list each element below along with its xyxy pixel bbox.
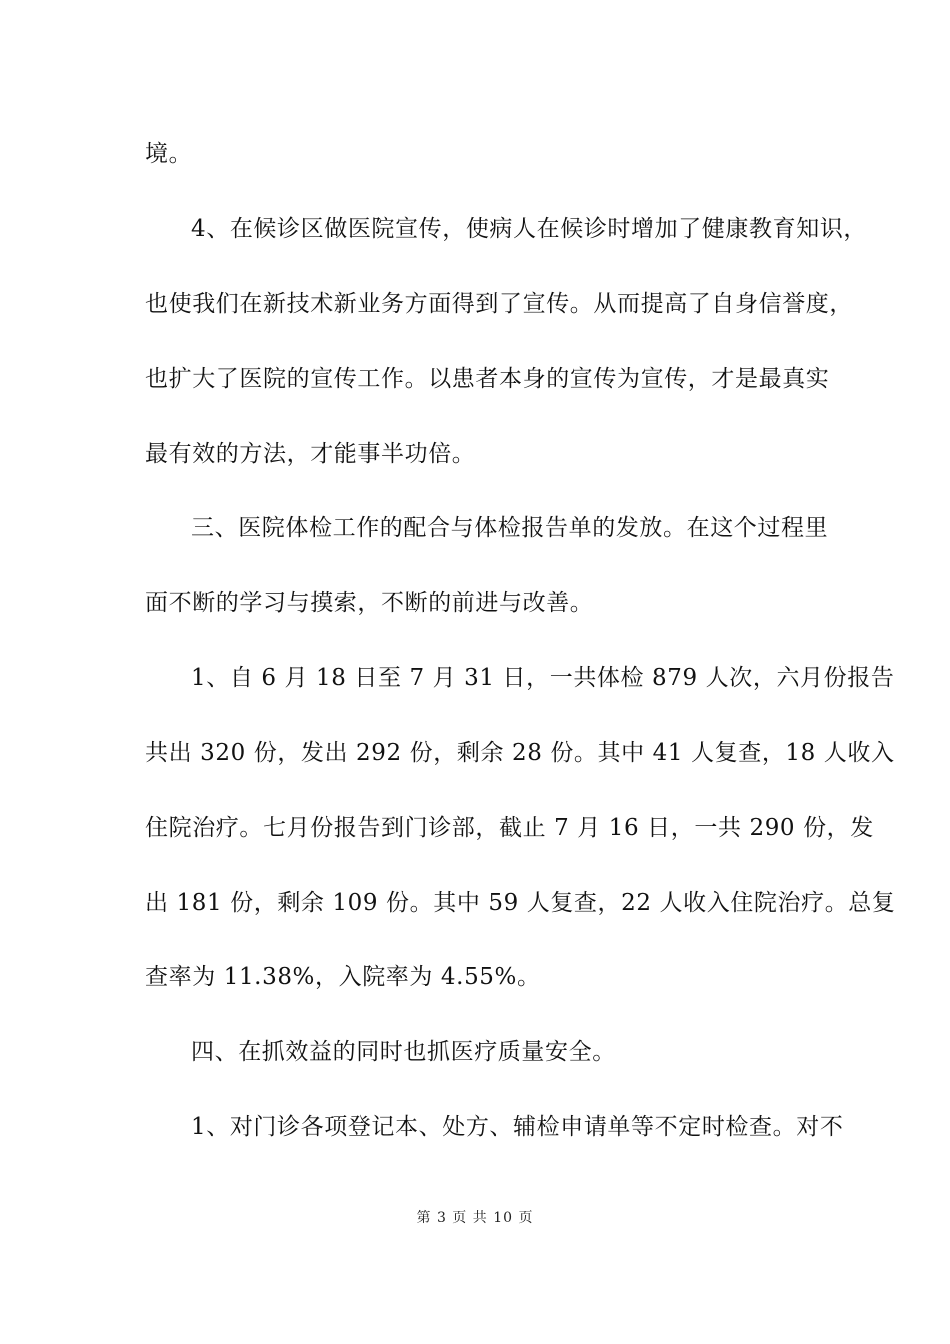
text-line-9: 共出 320 份，发出 292 份，剩余 28 份。其中 41 人复查，18 人收入 [145, 740, 895, 766]
text-line-2: 4、在候诊区做医院宣传，使病人在候诊时增加了健康教育知识， [191, 216, 868, 242]
text-line-7: 面不断的学习与摸索，不断的前进与改善。 [145, 590, 594, 616]
text-line-8: 1、自 6 月 18 日至 7 月 31 日，一共体检 879 人次，六月份报告 [191, 665, 895, 691]
text-line-3: 也使我们在新技术新业务方面得到了宣传。从而提高了自身信誉度， [145, 291, 853, 317]
text-line-11: 出 181 份，剩余 109 份。其中 59 人复查，22 人收入住院治疗。总复 [145, 890, 896, 916]
text-line-13: 四、在抓效益的同时也抓医疗质量安全。 [191, 1039, 616, 1065]
text-line-6: 三、医院体检工作的配合与体检报告单的发放。在这个过程里 [191, 515, 829, 541]
text-line-5: 最有效的方法，才能事半功倍。 [145, 441, 476, 467]
text-line-10: 住院治疗。七月份报告到门诊部，截止 7 月 16 日，一共 290 份，发 [145, 815, 874, 841]
page-number-footer: 第 3 页 共 10 页 [416, 1210, 534, 1226]
text-line-12: 查率为 11.38%，入院率为 4.55%。 [145, 964, 541, 990]
text-line-14: 1、对门诊各项登记本、处方、辅检申请单等不定时检查。对不 [191, 1114, 844, 1140]
text-line-1: 境。 [145, 141, 193, 167]
text-line-4: 也扩大了医院的宣传工作。以患者本身的宣传为宣传，才是最真实 [145, 366, 830, 392]
